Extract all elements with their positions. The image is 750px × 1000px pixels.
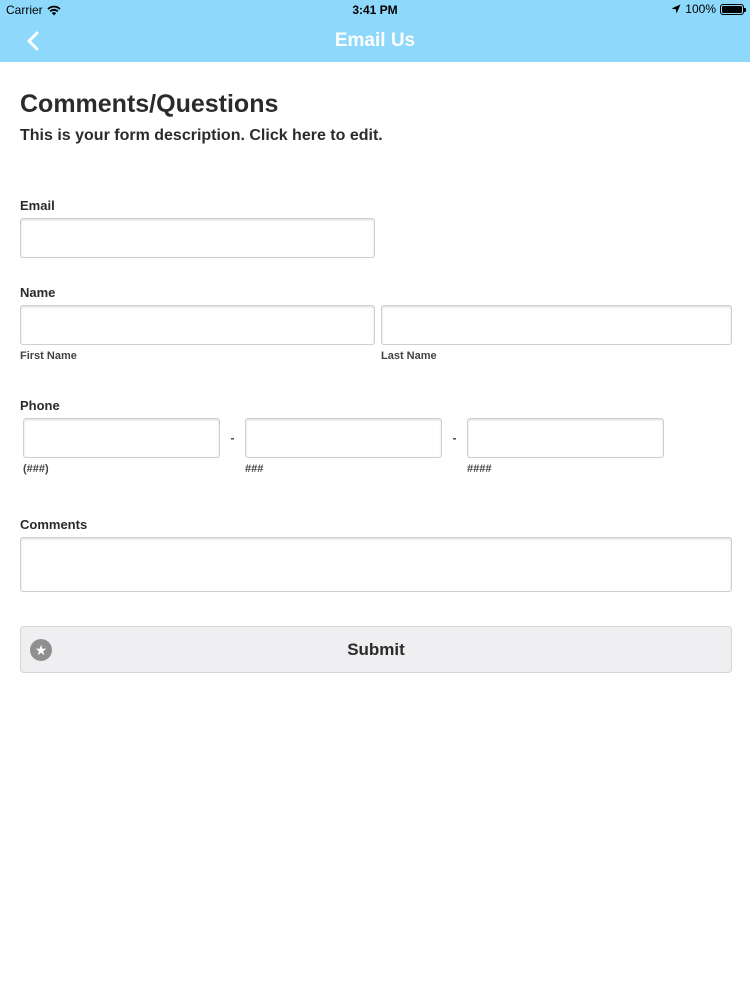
name-row — [20, 305, 732, 362]
submit-label: Submit — [347, 640, 405, 659]
first-name-group — [20, 305, 375, 362]
carrier-label: Carrier — [6, 3, 43, 17]
status-bar — [0, 0, 750, 20]
form-description[interactable]: This is your form description. Click here to edit. — [20, 127, 383, 144]
comments-textarea[interactable] — [20, 537, 732, 592]
phone-line-sublabel: #### — [467, 463, 492, 475]
battery-percent: 100% — [685, 2, 716, 16]
phone-area-code-input[interactable] — [23, 418, 220, 458]
navigation-bar — [0, 20, 750, 62]
email-input[interactable] — [20, 218, 375, 258]
phone-row — [20, 418, 732, 475]
phone-area-sublabel: (###) — [23, 463, 49, 475]
battery-icon — [720, 4, 744, 15]
last-name-input[interactable] — [381, 305, 732, 345]
phone-prefix-group — [245, 418, 442, 475]
phone-section — [20, 398, 732, 475]
comments-label: Comments — [20, 517, 88, 532]
location-arrow-icon — [671, 4, 681, 14]
name-section — [20, 285, 732, 362]
comments-section — [20, 517, 732, 592]
last-name-sublabel: Last Name — [381, 350, 437, 362]
star-icon: ★ — [30, 639, 52, 661]
submit-button[interactable] — [20, 626, 732, 673]
phone-line-input[interactable] — [467, 418, 664, 458]
phone-prefix-sublabel: ### — [245, 463, 264, 475]
phone-line-group — [467, 418, 664, 475]
last-name-group — [381, 305, 732, 362]
name-label: Name — [20, 285, 56, 300]
phone-separator: - — [452, 431, 457, 445]
form-title: Comments/Questions — [20, 90, 279, 118]
clock: 3:41 PM — [352, 3, 398, 17]
status-right — [671, 2, 744, 16]
first-name-input[interactable] — [20, 305, 375, 345]
phone-prefix-input[interactable] — [245, 418, 442, 458]
email-section — [20, 198, 375, 258]
first-name-sublabel: First Name — [20, 350, 77, 362]
phone-area-group — [23, 418, 220, 475]
email-label: Email — [20, 198, 55, 213]
form-container — [20, 90, 732, 659]
page-title: Email Us — [334, 30, 416, 51]
phone-separator: - — [230, 431, 235, 445]
phone-label: Phone — [20, 398, 60, 413]
